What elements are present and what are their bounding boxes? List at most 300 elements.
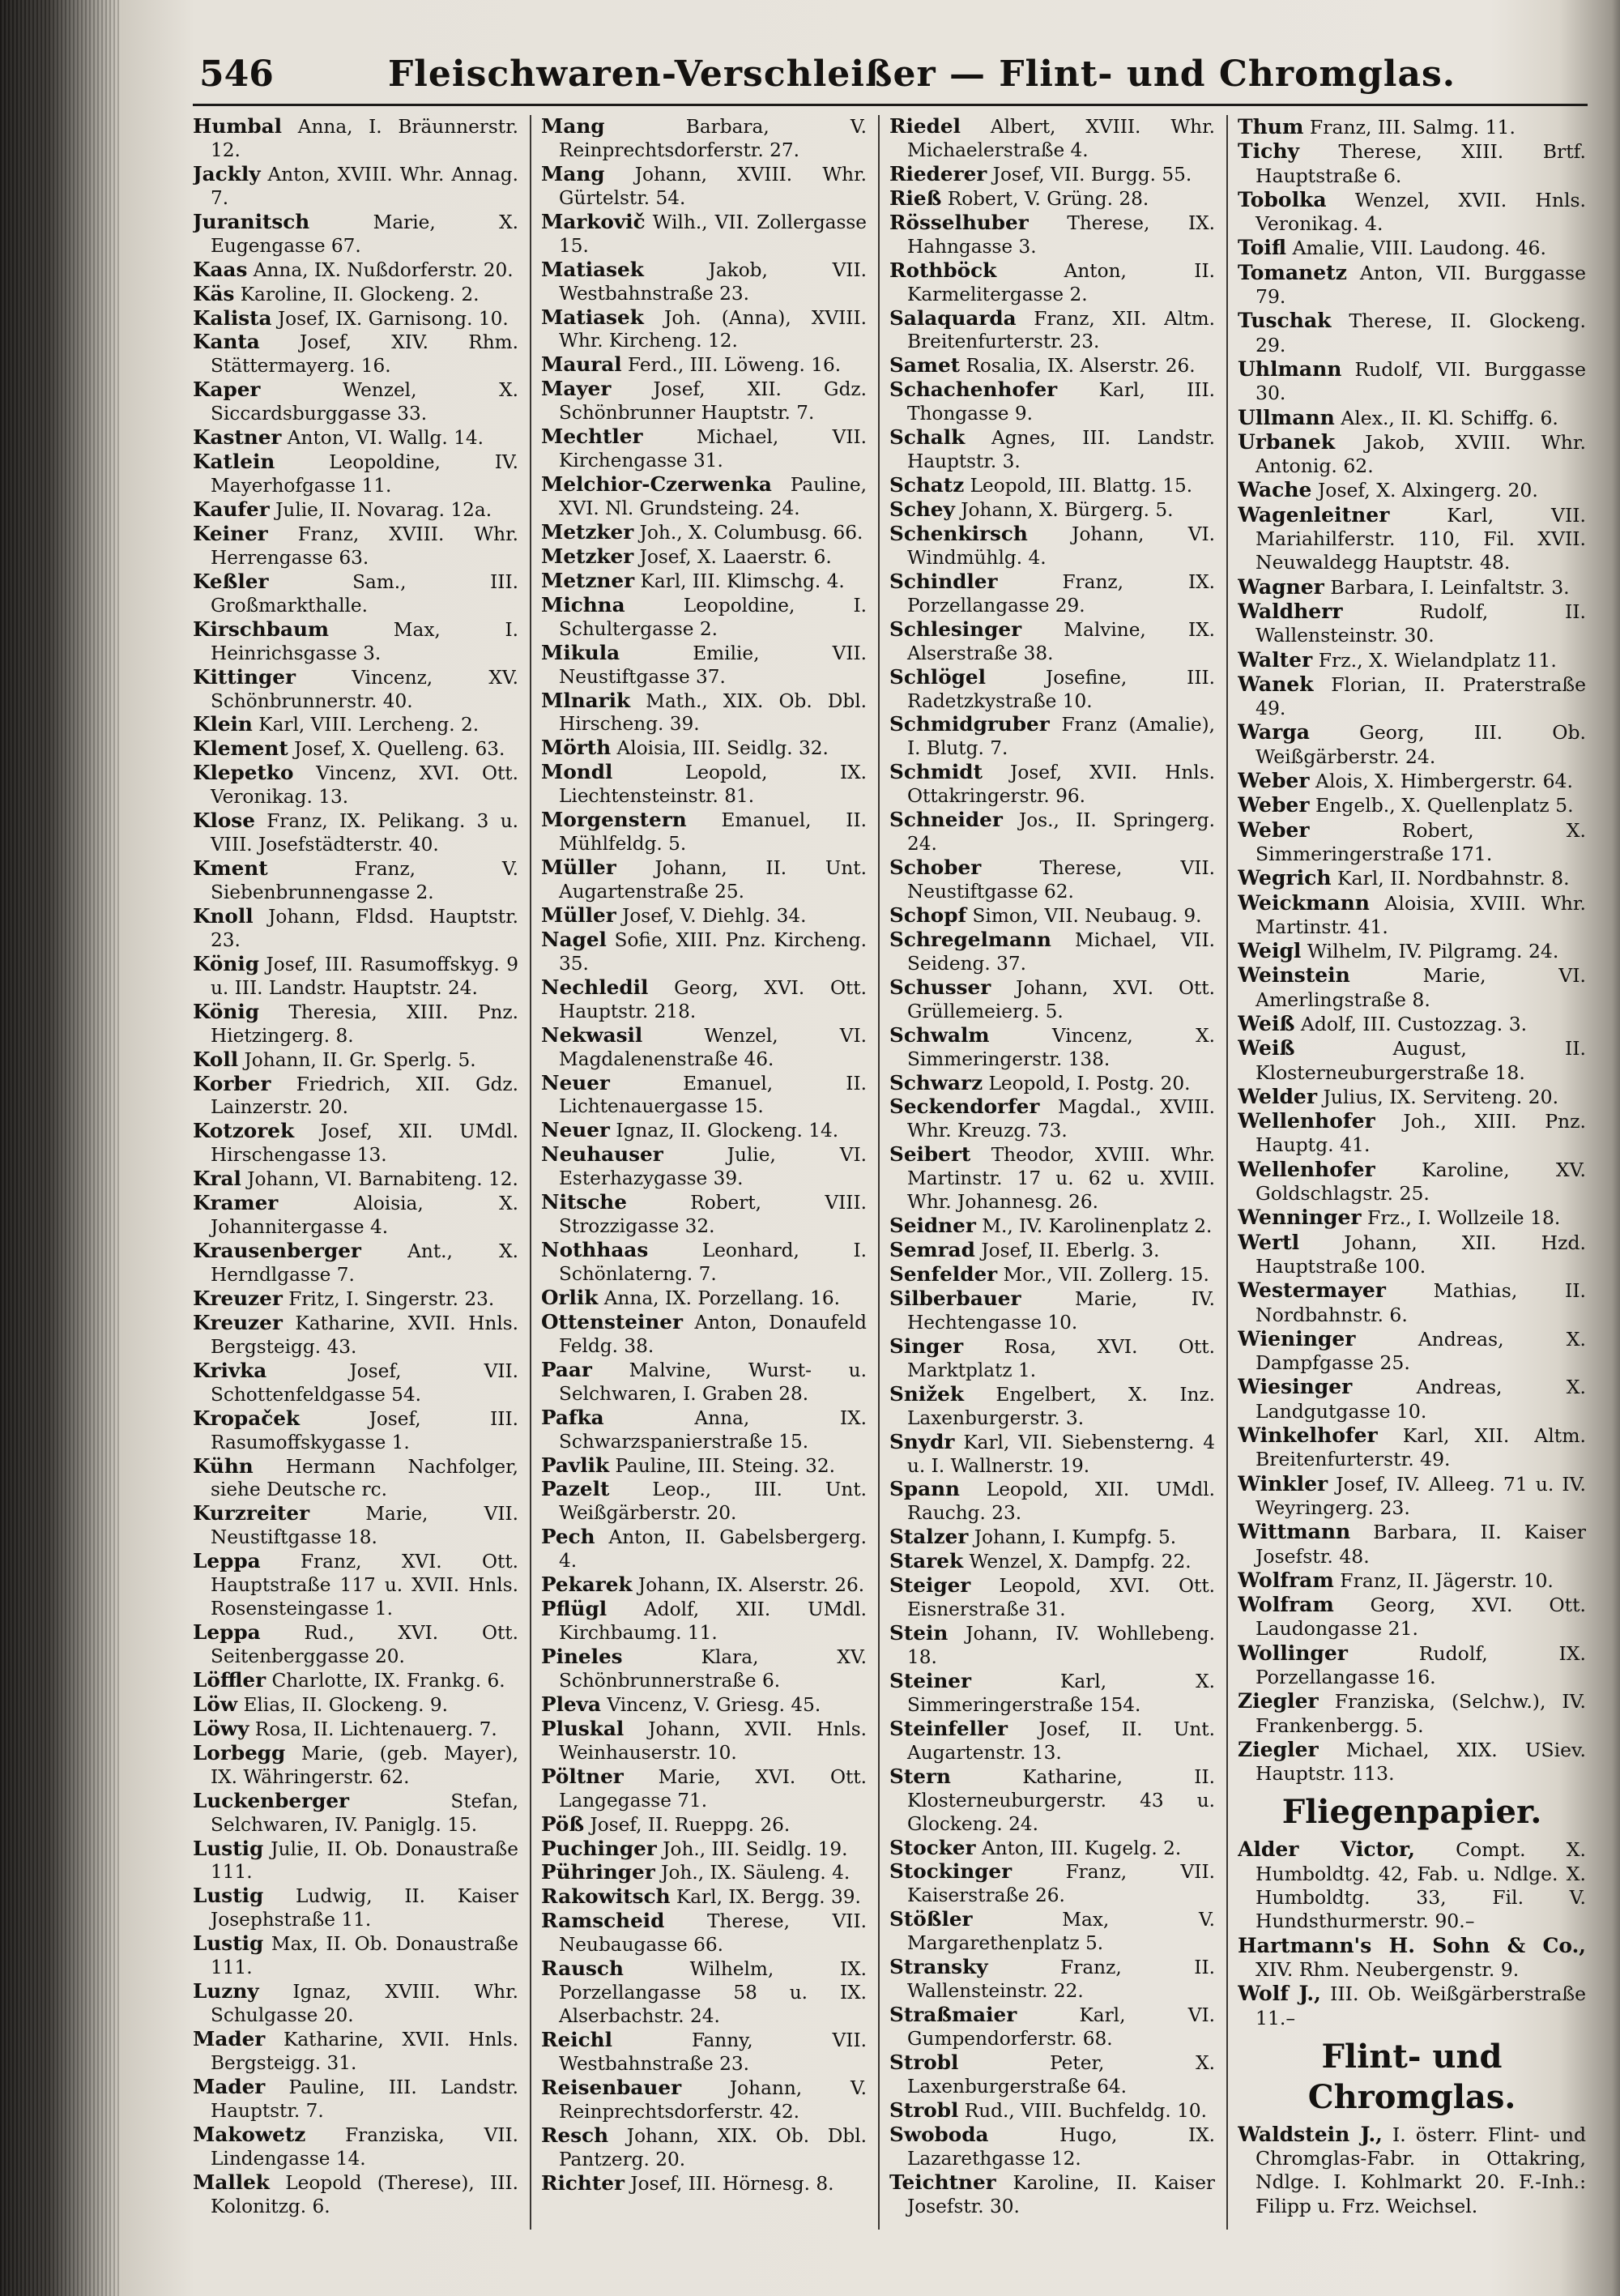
entry-name: Lustig	[193, 1836, 264, 1860]
entry-address: Aloisia, XVIII. Whr. Martinstr. 41.	[1256, 891, 1586, 938]
entry-name: Klein	[193, 712, 253, 736]
directory-entry	[193, 1742, 518, 1790]
entry-name: Weiß	[1238, 1011, 1295, 1035]
directory-entry	[541, 1957, 867, 2029]
entry-name: Pleva	[541, 1692, 601, 1716]
entry-address: Rudolf, VII. Burggasse 30.	[1256, 357, 1586, 405]
entry-address: Wilh., VII. Zollergasse 15.	[559, 211, 867, 257]
entry-address: Johann, V. Reinprechtsdorferstr. 42.	[559, 2076, 867, 2123]
entry-name: Mang	[541, 161, 605, 186]
directory-entry	[541, 1024, 867, 1072]
entry-address: Vincenz, V. Griesg. 45.	[607, 1693, 821, 1716]
entry-address: Josef, II. Eberlg. 3.	[981, 1240, 1160, 1262]
entry-address: Marie, VII. Neustiftgasse 18.	[211, 1503, 518, 1549]
entry-name: Kaper	[193, 378, 261, 402]
directory-entry	[889, 976, 1215, 1024]
directory-entry	[541, 1406, 867, 1454]
entry-address: Johann, IV. Wohllebeng. 18.	[907, 1623, 1215, 1668]
entry-name: Wegrich	[1238, 866, 1332, 890]
entry-address: Michael, VII. Seideng. 37.	[907, 928, 1215, 975]
entry-name: Metzker	[541, 544, 634, 568]
column-3	[889, 115, 1215, 2230]
entry-name: Mörth	[541, 736, 612, 760]
directory-entry	[1238, 236, 1586, 260]
entry-address: Franz, VII. Kaiserstraße 26.	[907, 1861, 1215, 1907]
entry-address: Leopold, XII. UMdl. Rauchg. 23.	[907, 1479, 1215, 1525]
entry-name: Ziegler	[1238, 1737, 1319, 1761]
entry-name: Nechledil	[541, 975, 649, 999]
entry-name: Waldstein J.,	[1238, 2122, 1383, 2146]
entry-name: Wanek	[1238, 672, 1314, 696]
entry-address: Mathias, II. Nordbahnstr. 6.	[1256, 1279, 1586, 1326]
entry-address: I. österr. Flint- und Chromglas-Fabr. in Ottakring, Ndlge. I. Kohlmarkt 20. F.-Inh.: Filipp u. Frz. Weichsel.	[1256, 2123, 1586, 2217]
entry-name: Maural	[541, 352, 622, 377]
directory-entry	[193, 1718, 518, 1742]
entry-name: Koll	[193, 1047, 239, 1071]
entry-name: Schregelmann	[889, 927, 1051, 951]
entry-address: Frz., I. Wollzeile 18.	[1367, 1206, 1561, 1230]
directory-entry	[1238, 648, 1586, 672]
directory-entry	[889, 211, 1215, 259]
page-number: 546	[199, 53, 274, 95]
entry-address: Therese, XIII. Brtf. Hauptstraße 6.	[1256, 140, 1586, 187]
entry-address: Rosa, II. Lichtenauerg. 7.	[254, 1718, 497, 1740]
entry-address: Therese, IX. Hahngasse 3.	[907, 211, 1215, 258]
directory-entry	[1238, 1520, 1586, 1568]
page-header	[193, 49, 1588, 105]
directory-entry	[889, 570, 1215, 618]
entry-address: Leopold, IX. Liechtensteinstr. 81.	[559, 762, 867, 808]
entry-name: Puchinger	[541, 1836, 657, 1860]
entry-address: Hermann Nachfolger, siehe Deutsche rc.	[211, 1455, 518, 1501]
directory-entry	[541, 2124, 867, 2172]
entry-address: Georg, XVI. Ott. Hauptstr. 218.	[559, 976, 867, 1022]
entry-name: Schmidt	[889, 760, 983, 784]
column-1	[193, 115, 518, 2230]
entry-name: Riedel	[889, 115, 961, 138]
entry-address: Karl, III. Thongasse 9.	[907, 379, 1215, 425]
directory-entry	[1238, 1934, 1586, 1982]
entry-name: Mader	[193, 2027, 266, 2051]
directory-entry	[541, 2029, 867, 2076]
directory-entry	[193, 1073, 518, 1120]
entry-name: Warga	[1238, 720, 1310, 745]
directory-entry	[889, 2051, 1215, 2099]
entry-address: Johann, VI. Windmühlg. 4.	[907, 523, 1215, 569]
entry-name: Weinstein	[1238, 963, 1350, 988]
entry-address: Barbara, I. Leinfaltstr. 3.	[1330, 575, 1570, 599]
entry-name: Kropaček	[193, 1406, 301, 1430]
directory-entry	[889, 1383, 1215, 1431]
entry-name: Krausenberger	[193, 1239, 361, 1263]
entry-name: Wolfram	[1238, 1568, 1334, 1592]
entry-name: Tobolka	[1238, 187, 1327, 211]
directory-entry	[889, 1239, 1215, 1263]
entry-address: Ludwig, II. Kaiser Josephstraße 11.	[211, 1885, 518, 1931]
entry-name: Steiger	[889, 1573, 971, 1598]
entry-address: Vincenz, XVI. Ott. Veronikag. 13.	[211, 762, 518, 809]
entry-address: Karoline, XV. Goldschlagstr. 25.	[1256, 1158, 1586, 1206]
entry-address: Johann, Fldsd. Hauptstr. 23.	[211, 905, 518, 951]
directory-entry	[889, 1072, 1215, 1096]
directory-entry	[889, 1478, 1215, 1526]
entry-name: Schey	[889, 497, 955, 521]
entry-name: Mondl	[541, 760, 613, 784]
entry-name: Weber	[1238, 793, 1310, 817]
entry-address: Josef, II. Unt. Augartenstr. 13.	[907, 1718, 1215, 1764]
directory-entry	[193, 713, 518, 737]
entry-address: Karl, III. Klimschg. 4.	[640, 570, 845, 592]
directory-entry	[889, 378, 1215, 426]
entry-address: Alois, X. Himbergerstr. 64.	[1315, 770, 1573, 793]
entry-name: Knoll	[193, 903, 254, 928]
entry-name: Ramscheid	[541, 1909, 665, 1933]
entry-name: Pekarek	[541, 1573, 633, 1597]
directory-entry	[889, 307, 1215, 355]
entry-address: Sofie, XIII. Pnz. Kircheng. 35.	[559, 928, 867, 975]
entry-address: Johann, XII. Hzd. Hauptstraße 100.	[1256, 1231, 1586, 1278]
entry-address: Karl, XII. Altm. Breitenfurterstr. 49.	[1256, 1424, 1586, 1471]
entry-address: Ignaz, II. Glockeng. 14.	[616, 1120, 839, 1142]
entry-name: Neuer	[541, 1070, 610, 1095]
entry-name: Markovič	[541, 209, 646, 233]
entry-address: Josef, X. Alxingerg. 20.	[1317, 479, 1538, 502]
entry-name: Starek	[889, 1549, 964, 1573]
entry-name: Kaufer	[193, 497, 270, 521]
entry-address: Karl, VII. Mariahilferstr. 110, Fil. XVII. Neuwaldegg Hauptstr. 48.	[1256, 503, 1586, 574]
entry-name: Wagenleitner	[1238, 502, 1390, 527]
entry-name: Käs	[193, 281, 235, 305]
entry-name: Kotzorek	[193, 1119, 295, 1143]
entry-address: Michael, VII. Kirchengasse 31.	[559, 426, 867, 472]
entry-name: Mallek	[193, 2170, 270, 2194]
entry-name: Wolfram	[1238, 1593, 1334, 1617]
entry-address: Robert, VIII. Strozzigasse 32.	[559, 1192, 867, 1238]
entry-name: Pineles	[541, 1645, 623, 1668]
column-divider	[1226, 115, 1228, 2230]
entry-name: Stern	[889, 1764, 951, 1788]
directory-page	[193, 49, 1588, 2236]
directory-entry	[193, 1192, 518, 1240]
entry-address: Johann, X. Bürgerg. 5.	[961, 499, 1174, 521]
entry-name: Lustig	[193, 1931, 264, 1956]
directory-entry	[1238, 1327, 1586, 1376]
entry-name: Reichl	[541, 2028, 612, 2051]
entry-address: Josefine, III. Radetzkystraße 10.	[907, 666, 1215, 712]
directory-entry	[193, 1980, 518, 2028]
directory-entry	[193, 2028, 518, 2076]
directory-entry	[889, 1765, 1215, 1837]
entry-address: Barbara, V. Reinprechtsdorferstr. 27.	[559, 116, 867, 161]
entry-address: Karl, VIII. Lercheng. 2.	[258, 714, 480, 736]
entry-address: Franz (Amalie), I. Blutg. 7.	[907, 714, 1215, 760]
entry-address: Karl, X. Simmeringerstraße 154.	[907, 1670, 1215, 1716]
entry-name: Orlik	[541, 1285, 599, 1309]
entry-name: Luckenberger	[193, 1788, 350, 1812]
entry-name: Melchior-Czerwenka	[541, 472, 772, 497]
entry-address: Georg, III. Ob. Weißgärberstr. 24.	[1256, 721, 1586, 768]
directory-entry	[193, 1001, 518, 1048]
entry-address: Anton, III. Kugelg. 2.	[981, 1837, 1182, 1859]
entry-name: Strobl	[889, 2098, 959, 2122]
entry-address: Peter, X. Laxenburgerstraße 64.	[907, 2051, 1215, 2098]
entry-address: Max, II. Ob. Donaustraße 111.	[211, 1933, 518, 1979]
directory-entry	[889, 928, 1215, 976]
entry-address: Rosalia, IX. Alserstr. 26.	[966, 355, 1196, 378]
entry-name: Stransky	[889, 1955, 988, 1979]
entry-address: Hugo, IX. Lazarethgasse 12.	[907, 2123, 1215, 2170]
directory-entry	[1238, 1472, 1586, 1521]
entry-address: Adolf, III. Custozzag. 3.	[1300, 1012, 1528, 1035]
entry-name: Waldherr	[1238, 599, 1343, 623]
entry-address: Johann, II. Gr. Sperlg. 5.	[244, 1048, 476, 1071]
column-2	[541, 115, 867, 2230]
entry-address: Michael, XIX. USiev. Hauptstr. 113.	[1256, 1738, 1586, 1786]
entry-address: Franz, XII. Altm. Breitenfurterstr. 23.	[907, 307, 1215, 353]
entry-address: Karl, IX. Bergg. 39.	[676, 1886, 861, 1909]
directory-entry	[889, 1837, 1215, 1861]
directory-entry	[193, 1359, 518, 1407]
entry-address: Magdal., XVIII. Whr. Kreuzg. 73.	[907, 1096, 1215, 1142]
entry-address: Anna, IX. Porzellang. 16.	[603, 1287, 841, 1309]
entry-name: Löffler	[193, 1667, 266, 1692]
entry-name: Steiner	[889, 1668, 971, 1692]
entry-name: Tomanetz	[1238, 260, 1347, 284]
entry-address: Josef, XVII. Hnls. Ottakringerstr. 96.	[907, 762, 1215, 808]
entry-address: Katharine, XVII. Hnls. Bergsteigg. 43.	[211, 1312, 518, 1358]
directory-entry	[193, 1884, 518, 1932]
directory-entry	[541, 378, 867, 425]
entry-name: Metzner	[541, 568, 635, 592]
entry-address: Josef, VII. Burgg. 55.	[992, 163, 1192, 186]
directory-entry	[541, 163, 867, 211]
directory-entry	[889, 1670, 1215, 1718]
entry-address: Johann, XVII. Hnls. Weinhauserstr. 10.	[559, 1718, 867, 1764]
running-title: Fleischwaren-Verschleißer — Flint- und Chromglas.	[387, 53, 1456, 95]
entry-name: Mayer	[541, 377, 612, 401]
entry-name: Weber	[1238, 769, 1310, 793]
directory-entry	[541, 211, 867, 258]
entry-name: Müller	[541, 903, 616, 927]
entry-name: Uhlmann	[1238, 356, 1342, 381]
directory-entry	[1238, 1231, 1586, 1279]
entry-name: Schopf	[889, 903, 967, 927]
entry-name: Senfelder	[889, 1262, 998, 1286]
entry-address: Wenzel, X. Dampfg. 22.	[969, 1551, 1192, 1573]
directory-entry	[889, 2171, 1215, 2219]
entry-name: Mader	[193, 2074, 266, 2098]
entry-address: Johann, XIX. Ob. Dbl. Pantzerg. 20.	[559, 2124, 867, 2170]
entry-address: Jos., II. Springerg. 24.	[907, 809, 1215, 856]
entry-name: Michna	[541, 592, 625, 617]
entry-name: Pavlik	[541, 1453, 610, 1477]
entry-name: Neuhauser	[541, 1142, 663, 1167]
directory-entry	[889, 1526, 1215, 1550]
entry-name: Rausch	[541, 1957, 624, 1981]
directory-columns	[193, 115, 1588, 2230]
entry-name: Kreuzer	[193, 1286, 283, 1310]
entry-name: Krivka	[193, 1358, 267, 1382]
directory-entry	[1238, 891, 1586, 940]
directory-entry	[541, 856, 867, 904]
entry-address: Pauline, III. Steing. 32.	[615, 1454, 835, 1477]
entry-name: Wache	[1238, 478, 1312, 502]
directory-entry	[541, 545, 867, 570]
directory-entry	[889, 1263, 1215, 1287]
entry-name: Spann	[889, 1477, 960, 1501]
directory-entry	[193, 283, 518, 307]
directory-entry	[193, 905, 518, 953]
directory-entry	[889, 498, 1215, 523]
entry-name: Schneider	[889, 808, 1003, 832]
directory-entry	[1238, 478, 1586, 502]
entry-name: Samet	[889, 353, 961, 378]
directory-entry	[541, 1526, 867, 1573]
entry-address: Marie, X. Eugengasse 67.	[211, 211, 518, 257]
directory-entry	[541, 473, 867, 521]
entry-name: Schatz	[889, 473, 965, 497]
entry-address: Wilhelm, IX. Porzellangasse 58 u. IX. Alserbachstr. 24.	[559, 1958, 867, 2028]
entry-address: Compt. X. Humboldtg. 42, Fab. u. Ndlge. X. Humboldtg. 33, Fil. V. Hundsthurmerstr. 90.–	[1256, 1838, 1586, 1933]
entry-address: Joh., XIII. Pnz. Hauptg. 41.	[1256, 1110, 1586, 1157]
directory-entry	[1238, 1278, 1586, 1327]
directory-entry	[193, 378, 518, 426]
entry-name: Kramer	[193, 1191, 279, 1215]
entry-name: Riederer	[889, 161, 987, 186]
directory-entry	[1238, 261, 1586, 309]
directory-entry	[541, 1191, 867, 1239]
entry-address: Josef, III. Hörnesg. 8.	[630, 2172, 834, 2195]
directory-entry	[541, 1837, 867, 1862]
directory-entry	[1238, 769, 1586, 793]
directory-entry	[1238, 139, 1586, 188]
entry-name: Swoboda	[889, 2122, 989, 2146]
entry-name: Kreuzer	[193, 1310, 283, 1334]
directory-entry	[193, 1932, 518, 1980]
entry-address: Wilhelm, IV. Pilgramg. 24.	[1307, 940, 1559, 963]
directory-entry	[193, 523, 518, 570]
entry-name: Kalista	[193, 305, 272, 330]
entry-address: Robert, V. Grüng. 28.	[947, 187, 1149, 210]
directory-entry	[193, 953, 518, 1001]
entry-name: Strobl	[889, 2050, 959, 2074]
directory-entry	[1238, 1689, 1586, 1738]
entry-address: M., IV. Karolinenplatz 2.	[982, 1215, 1213, 1238]
entry-address: Aloisia, III. Seidlg. 32.	[616, 737, 829, 760]
entry-name: Löwy	[193, 1716, 249, 1740]
directory-entry	[889, 354, 1215, 378]
entry-address: Rud., VIII. Buchfeldg. 10.	[964, 2099, 1207, 2122]
entry-name: Kirschbaum	[193, 617, 330, 641]
entry-address: Wenzel, VI. Magdalenenstraße 46.	[559, 1024, 867, 1070]
directory-entry	[193, 498, 518, 523]
entry-address: Therese, II. Glockeng. 29.	[1256, 309, 1586, 356]
entry-address: Josef, X. Laaerstr. 6.	[639, 545, 832, 568]
entry-name: König	[193, 951, 259, 975]
entry-address: Joh., IX. Säuleng. 4.	[661, 1862, 850, 1884]
entry-name: Mikula	[541, 640, 620, 664]
entry-name: Straßmaier	[889, 2003, 1017, 2027]
entry-name: Nothhaas	[541, 1238, 649, 1262]
entry-name: Morgenstern	[541, 808, 687, 832]
entry-name: Wellenhofer	[1238, 1157, 1375, 1181]
entry-address: Anna, I. Bräunnerstr. 12.	[211, 116, 518, 161]
directory-entry	[193, 1455, 518, 1503]
entry-address: Julie, II. Ob. Donaustraße 111.	[211, 1837, 518, 1884]
entry-address: Karoline, II. Kaiser Josefstr. 30.	[907, 2171, 1215, 2217]
entry-address: Max, V. Margarethenplatz 5.	[907, 1909, 1215, 1955]
entry-name: Winkelhofer	[1238, 1423, 1378, 1448]
directory-entry	[193, 2076, 518, 2123]
entry-name: Schalk	[889, 425, 966, 450]
entry-name: Semrad	[889, 1238, 975, 1262]
entry-address: Therese, VII. Neubaugasse 66.	[559, 1910, 867, 1957]
entry-name: Stalzer	[889, 1525, 969, 1549]
entry-address: Florian, II. Praterstraße 49.	[1256, 672, 1586, 720]
directory-entry	[541, 425, 867, 473]
entry-name: Rösselhuber	[889, 210, 1029, 234]
entry-address: Anton, VI. Wallg. 14.	[287, 427, 484, 450]
directory-entry	[541, 521, 867, 545]
entry-name: Pöltner	[541, 1764, 624, 1788]
directory-entry	[193, 1167, 518, 1192]
entry-address: Malvine, Wurst- u. Selchwaren, I. Graben 28.	[559, 1359, 867, 1405]
directory-entry	[1238, 1738, 1586, 1786]
entry-name: Schlögel	[889, 664, 987, 689]
entry-address: Rosa, XVI. Ott. Marktplatz 1.	[907, 1335, 1215, 1381]
directory-entry	[193, 2123, 518, 2171]
directory-entry	[193, 618, 518, 666]
directory-entry	[193, 331, 518, 378]
entry-address: Ignaz, XVIII. Whr. Schulgasse 20.	[211, 1981, 518, 2027]
entry-address: Robert, X. Simmeringerstraße 171.	[1256, 818, 1586, 865]
entry-name: Stößler	[889, 1907, 973, 1931]
entry-name: Snižek	[889, 1381, 964, 1406]
directory-entry	[541, 570, 867, 594]
entry-name: Seidner	[889, 1214, 976, 1238]
column-divider	[878, 115, 880, 2230]
directory-entry	[1238, 1206, 1586, 1230]
entry-address: Agnes, III. Landstr. Hauptstr. 3.	[907, 427, 1215, 473]
directory-entry	[1238, 1423, 1586, 1472]
entry-address: Anton, VII. Burggasse 79.	[1256, 261, 1586, 309]
entry-address: Malvine, IX. Alserstraße 38.	[907, 618, 1215, 664]
directory-entry	[541, 1239, 867, 1287]
entry-name: Teichtner	[889, 2170, 996, 2194]
entry-name: Rothböck	[889, 258, 997, 282]
entry-address: Josef, X. Quelleng. 63.	[294, 738, 505, 761]
entry-address: Theodor, XVIII. Whr. Martinstr. 17 u. 62 u. XVIII. Whr. Johannesg. 26.	[907, 1144, 1215, 1214]
entry-address: XIV. Rhm. Neubergenstr. 9.	[1256, 1957, 1520, 1981]
entry-name: Steinfeller	[889, 1716, 1008, 1740]
directory-entry	[1238, 963, 1586, 1012]
directory-entry	[889, 2099, 1215, 2123]
entry-address: Friedrich, XII. Gdz. Lainzerstr. 20.	[211, 1073, 518, 1119]
directory-entry	[1238, 1375, 1586, 1423]
directory-entry	[889, 1622, 1215, 1670]
directory-entry	[1238, 1012, 1586, 1036]
directory-entry	[1238, 115, 1586, 139]
entry-name: Juranitsch	[193, 209, 310, 233]
directory-entry	[1238, 939, 1586, 963]
directory-entry	[193, 1502, 518, 1550]
directory-entry	[889, 474, 1215, 498]
directory-entry	[193, 426, 518, 450]
directory-entry	[1238, 600, 1586, 648]
entry-name: Tuschak	[1238, 309, 1332, 333]
book-binding-edge	[0, 0, 122, 2296]
entry-name: Luzny	[193, 1979, 259, 2004]
